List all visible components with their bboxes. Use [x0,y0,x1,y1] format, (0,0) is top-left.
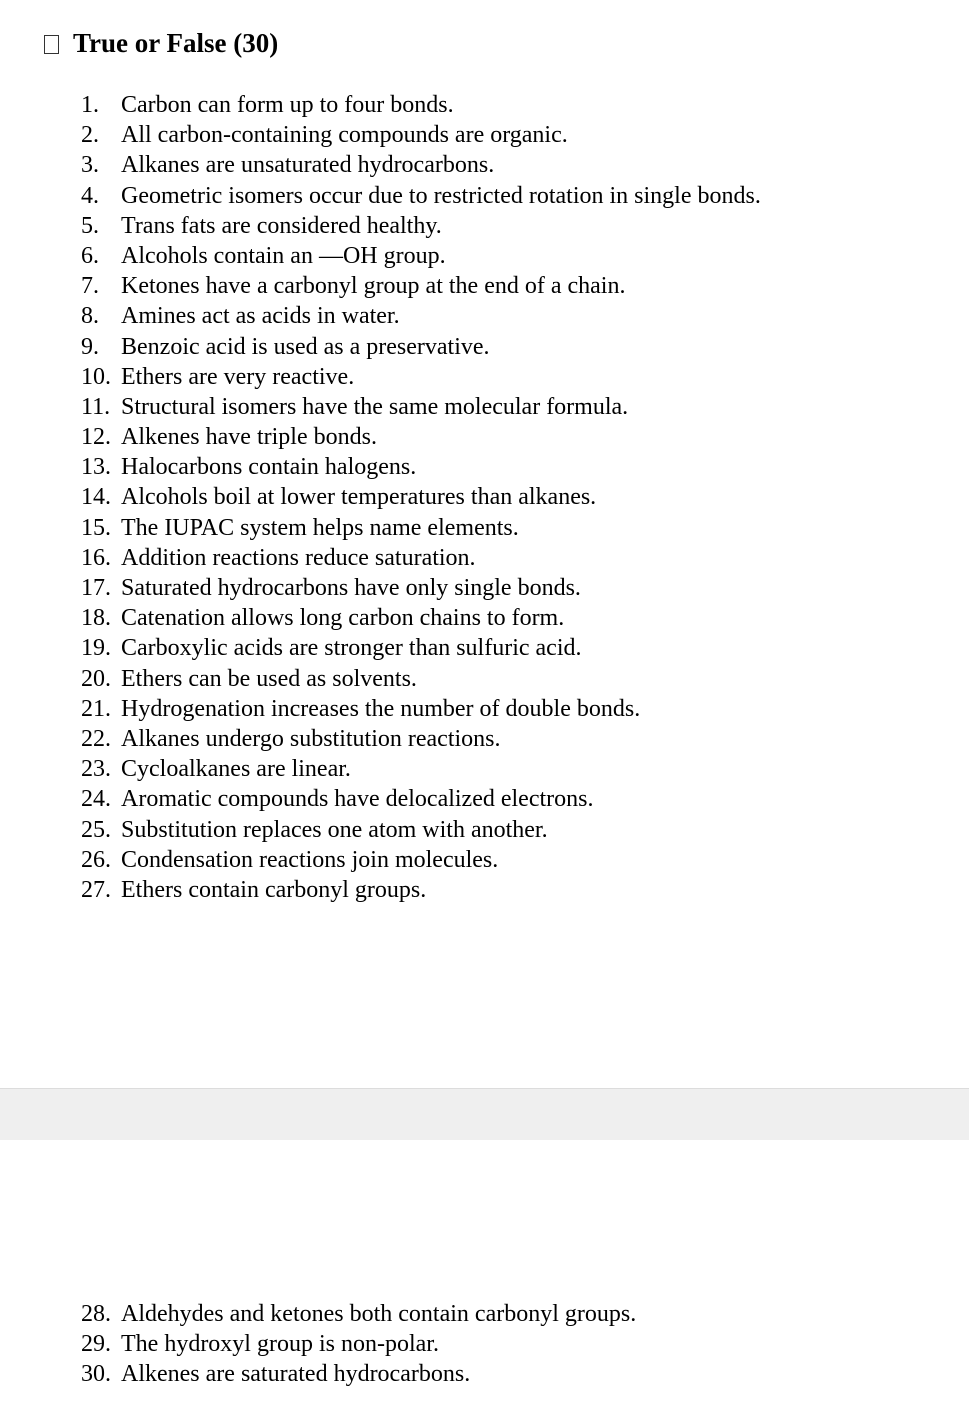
question-item [81,482,761,512]
question-item [81,513,761,543]
question-number: 2. [81,122,99,149]
document-page-2 [0,1140,969,1420]
question-item [81,875,761,905]
question-number: 6. [81,242,99,269]
question-number: 29. [81,1331,111,1358]
question-item [81,120,761,150]
question-number: 13. [81,454,111,481]
question-item [81,271,761,301]
question-item [81,664,761,694]
question-list-page-1 [81,90,761,905]
question-item [81,694,761,724]
page-break [0,1088,969,1140]
question-item [81,1359,636,1389]
question-number: 15. [81,514,111,541]
question-item [81,573,761,603]
empty-checkbox-icon [44,35,59,54]
question-item [81,1329,636,1359]
question-text: Carbon can form up to four bonds. [121,92,454,118]
question-item [81,241,761,271]
question-item [81,332,761,362]
question-item [81,784,761,814]
question-list-page-2 [81,1299,636,1390]
question-number: 22. [81,725,111,752]
question-item [81,815,761,845]
question-text: Alcohols boil at lower temperatures than alkanes. [121,484,597,511]
question-text: Saturated hydrocarbons have only single bonds. [121,575,581,601]
question-number: 17. [81,575,111,601]
question-text: Carboxylic acids are stronger than sulfuric acid. [121,635,582,662]
question-text: Ketones have a carbonyl group at the end of a chain. [121,273,626,300]
question-number: 1. [81,92,99,118]
question-text: Ethers contain carbonyl groups. [121,876,427,903]
question-text: The IUPAC system helps name elements. [121,514,519,541]
question-text: Alkenes are saturated hydrocarbons. [121,1361,471,1388]
question-number: 3. [81,152,99,179]
question-number: 27. [81,876,111,903]
question-text: Alkenes have triple bonds. [121,424,377,451]
question-number: 19. [81,635,111,662]
question-item [81,150,761,180]
question-number: 14. [81,484,111,511]
question-text: Alkanes are unsaturated hydrocarbons. [121,152,495,179]
question-text: Addition reactions reduce saturation. [121,544,476,571]
section-heading [44,26,278,60]
question-text: Ethers are very reactive. [121,363,355,390]
question-item [81,603,761,633]
question-number: 28. [81,1301,111,1327]
question-item [81,543,761,573]
question-text: Alkanes undergo substitution reactions. [121,725,501,752]
question-number: 25. [81,816,111,843]
question-item [81,724,761,754]
question-number: 10. [81,363,111,390]
question-text: Condensation reactions join molecules. [121,846,499,873]
question-number: 23. [81,756,111,783]
question-item [81,845,761,875]
question-number: 12. [81,424,111,451]
question-item [81,90,761,120]
question-text: Hydrogenation increases the number of double bonds. [121,695,641,722]
question-number: 18. [81,605,111,632]
question-text: Amines act as acids in water. [121,303,400,330]
question-item [81,362,761,392]
question-item [81,422,761,452]
question-item [81,633,761,663]
question-text: Trans fats are considered healthy. [121,212,442,239]
question-item [81,754,761,784]
question-text: Halocarbons contain halogens. [121,454,417,481]
question-text: Structural isomers have the same molecular formula. [121,393,629,420]
question-number: 20. [81,665,111,692]
question-number: 11. [81,393,111,420]
question-item [81,181,761,211]
question-number: 9. [81,333,99,360]
question-text: Aromatic compounds have delocalized electrons. [121,786,594,813]
question-number: 26. [81,846,111,873]
question-item [81,301,761,331]
question-number: 5. [81,212,99,239]
question-number: 4. [81,182,99,209]
question-number: 7. [81,273,99,300]
question-text: Benzoic acid is used as a preservative. [121,333,490,360]
question-item [81,211,761,241]
question-text: Catenation allows long carbon chains to form. [121,605,565,632]
question-text: Aldehydes and ketones both contain carbonyl groups. [121,1301,637,1327]
question-item [81,392,761,422]
question-item [81,1299,636,1329]
question-number: 24. [81,786,111,813]
question-number: 8. [81,303,99,330]
question-number: 16. [81,544,111,571]
question-item [81,452,761,482]
question-text: All carbon-containing compounds are organic. [121,122,568,149]
question-text: The hydroxyl group is non-polar. [121,1331,439,1358]
question-number: 21. [81,695,111,722]
section-title: True or False (30) [73,27,279,58]
question-text: Ethers can be used as solvents. [121,665,417,692]
question-text: Geometric isomers occur due to restricted rotation in single bonds. [121,182,761,209]
question-text: Substitution replaces one atom with another. [121,816,548,843]
question-text: Cycloalkanes are linear. [121,756,351,783]
question-text: Alcohols contain an —OH group. [121,242,446,269]
question-number: 30. [81,1361,111,1388]
